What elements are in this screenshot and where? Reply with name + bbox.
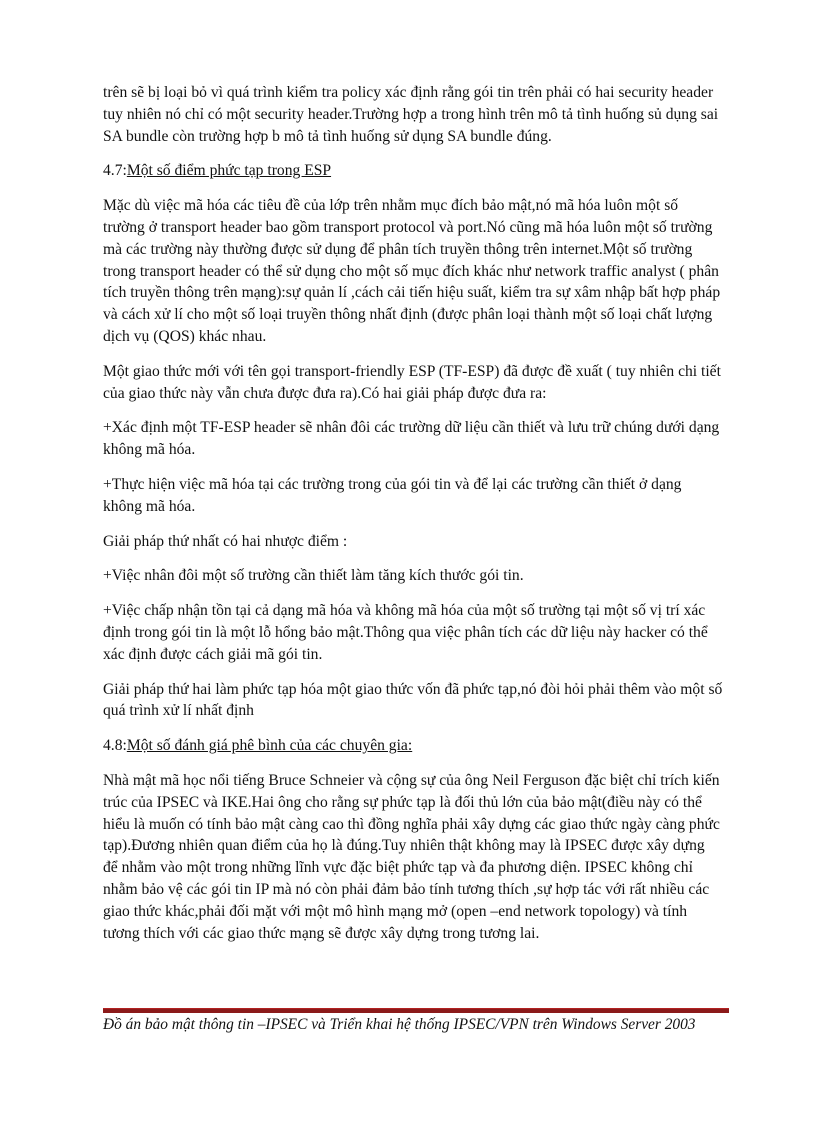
page-footer: Đồ án bảo mật thông tin –IPSEC và Triển khai hệ thống IPSEC/VPN trên Windows Server 2003 [103,1016,696,1033]
paragraph-sa-bundle: trên sẽ bị loại bỏ vì quá trình kiểm tra policy xác định rằng gói tin trên phải có hai security header tuy nhiên nó chỉ có một security header.Trường hợp a trong hình trên mô tả tình huống sủ dụng sai SA bundle còn trường hợp b mô tả tình huống sử dụng SA bundle đúng. [103,84,719,145]
section-heading-4-7 [103,160,723,182]
section-number: 4.8: [103,737,127,755]
footer-divider [103,1008,729,1013]
paragraph-drawback-2: +Việc chấp nhận tồn tại cả dạng mã hóa và không mã hóa của một số trường tại một số vị trí xác định trong gói tin là một lỗ hổng bảo mật.Thông qua việc phân tích các dữ liệu này hacker có thể xác định được cách giải mã gói tin. [103,602,708,663]
page-body [103,82,723,957]
section-title: Một số điểm phức tạp trong ESP [126,162,332,180]
paragraph-solution-2-complexity: Giải pháp thứ hai làm phức tạp hóa một giao thức vốn đã phức tạp,nó đòi hỏi phải thêm vào một số quá trình xử lí nhất định [103,680,723,720]
paragraph-solution-2: +Thực hiện việc mã hóa tại các trường trong của gói tin và để lại các trường cần thiết ở dạng không mã hóa. [103,475,682,515]
section-number: 4.7: [103,162,127,180]
paragraph-esp-encryption: Mặc dù việc mã hóa các tiêu đề của lớp trên nhằm mục đích bảo mật,nó mã hóa luôn một số trường ở transport header bao gồm transport protocol và port.Nó cũng mã hóa luôn một số trường mà các trường này thường được sử dụng để phân tích truyền thông trên internet.Một số trường trong transport header có thể sử dụng cho một số mục đích khác như network traffic analyst ( phân tích truyền thông trên mạng):sự quản lí ,cách cải tiến hiệu suất, kiểm tra sự xâm nhập bất hợp pháp và cách xử lí cho một số loại truyền thông nhất định (được phân loại thành một số loại chất lượng dịch vụ (QOS) khác nhau. [103,197,721,345]
section-heading-4-8 [103,735,723,757]
paragraph-drawbacks-intro: Giải pháp thứ nhất có hai nhược điểm : [103,532,348,550]
paragraph-solution-1: +Xác định một TF-ESP header sẽ nhân đôi các trường dữ liệu cần thiết và lưu trữ chúng dưới dạng không mã hóa. [103,419,720,459]
paragraph-tf-esp: Một giao thức mới với tên gọi transport-friendly ESP (TF-ESP) đã được đề xuất ( tuy nhiên chi tiết của giao thức này vẫn chưa được đưa ra).Có hai giải pháp được đưa ra: [103,362,721,402]
section-title: Một số đánh giá phê bình của các chuyên gia: [126,737,413,755]
paragraph-expert-critique: Nhà mật mã học nổi tiếng Bruce Schneier và cộng sự của ông Neil Ferguson đặc biệt chỉ trích kiến trúc của IPSEC và IKE.Hai ông cho rằng sự phức tạp là đối thủ lớn của bảo mật(điều này có thể hiểu là muốn có tính bảo mật càng cao thì đồng nghĩa phải xây dựng các giao thức ngày càng phức tạp).Đương nhiên quan điểm của họ là đúng.Tuy nhiên thật không may là IPSEC được xây dựng để nhằm vào một trong những lĩnh vực đặc biệt phức tạp và đa phương diện. IPSEC không chỉ nhằm bảo vệ các gói tin IP mà nó còn phải đảm bảo tính tương thích ,sự hợp tác với rất nhiều các giao thức khác,phải đối mặt với một mô hình mạng mở (open –end network topology) và tính tương thích với các giao thức mạng sẽ được xây dựng trong tương lai. [103,771,720,942]
paragraph-drawback-1: +Việc nhân đôi một số trường cần thiết làm tăng kích thước gói tin. [103,567,524,585]
